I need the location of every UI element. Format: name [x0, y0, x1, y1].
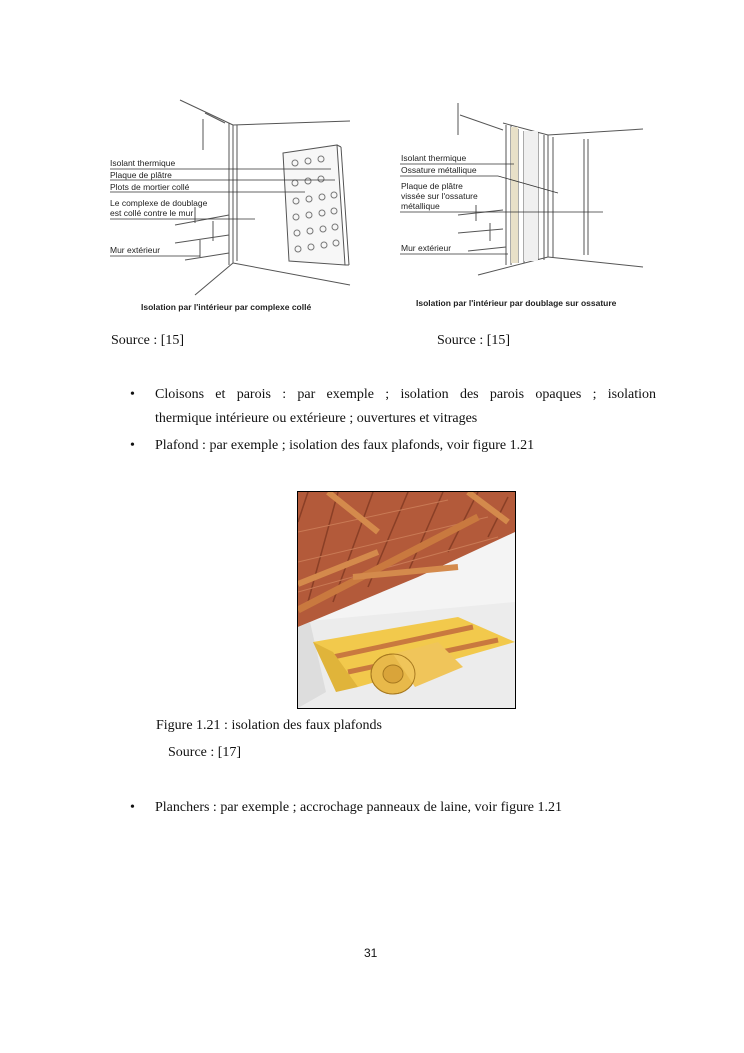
source-right: Source : [15]	[437, 333, 511, 348]
bullet-plafond-text: Plafond : par exemple ; isolation des faux plafonds, voir figure 1.21	[155, 438, 535, 453]
label-metallique: métallique	[401, 201, 440, 211]
figure-left	[105, 95, 355, 317]
page-number: 31	[364, 946, 378, 960]
bullet-cloisons-line1: Cloisons et parois : par exemple ; isolation des parois opaques ; isolation	[155, 387, 656, 402]
bullet-cloisons	[130, 383, 656, 431]
bullet-cloisons-line2: thermique intérieure ou extérieure ; ouvertures et vitrages	[155, 411, 478, 426]
bullet-planchers-text: Planchers : par exemple ; accrochage panneaux de laine, voir figure 1.21	[155, 800, 562, 815]
label-vissee-ossature: vissée sur l'ossature	[401, 191, 478, 201]
label-plots-mortier: Plots de mortier collé	[110, 182, 190, 192]
label-mur-exterieur: Mur extérieur	[110, 245, 161, 255]
bullet-icon: •	[130, 438, 135, 453]
figure-121-caption: Figure 1.21 : isolation des faux plafonds	[156, 718, 382, 733]
bullet-icon: •	[130, 800, 135, 815]
figure-121-image	[297, 491, 516, 709]
label-isolant-thermique: Isolant thermique	[401, 153, 467, 163]
bullet-planchers	[130, 796, 656, 820]
faux-plafond-illustration	[298, 492, 515, 708]
figure-121-source: Source : [17]	[168, 745, 242, 760]
label-plaque-de-platre: Plaque de plâtre	[110, 170, 172, 180]
label-isolant-thermique: Isolant thermique	[110, 158, 176, 168]
bullet-plafond	[130, 434, 656, 458]
label-plaque-de-platre: Plaque de plâtre	[401, 181, 463, 191]
label-complexe-doublage: Le complexe de doublage	[110, 198, 208, 208]
figure-left-caption: Isolation par l'intérieur par complexe collé	[141, 302, 312, 312]
bullet-icon: •	[130, 387, 135, 402]
label-mur-exterieur: Mur extérieur	[401, 243, 452, 253]
label-ossature-metallique: Ossature métallique	[401, 165, 477, 175]
label-colle-contre-mur: est collé contre le mur	[110, 208, 194, 218]
figure-right-caption: Isolation par l'intérieur par doublage sur ossature	[416, 298, 617, 308]
source-left: Source : [15]	[111, 333, 185, 348]
figure-right	[398, 95, 648, 317]
